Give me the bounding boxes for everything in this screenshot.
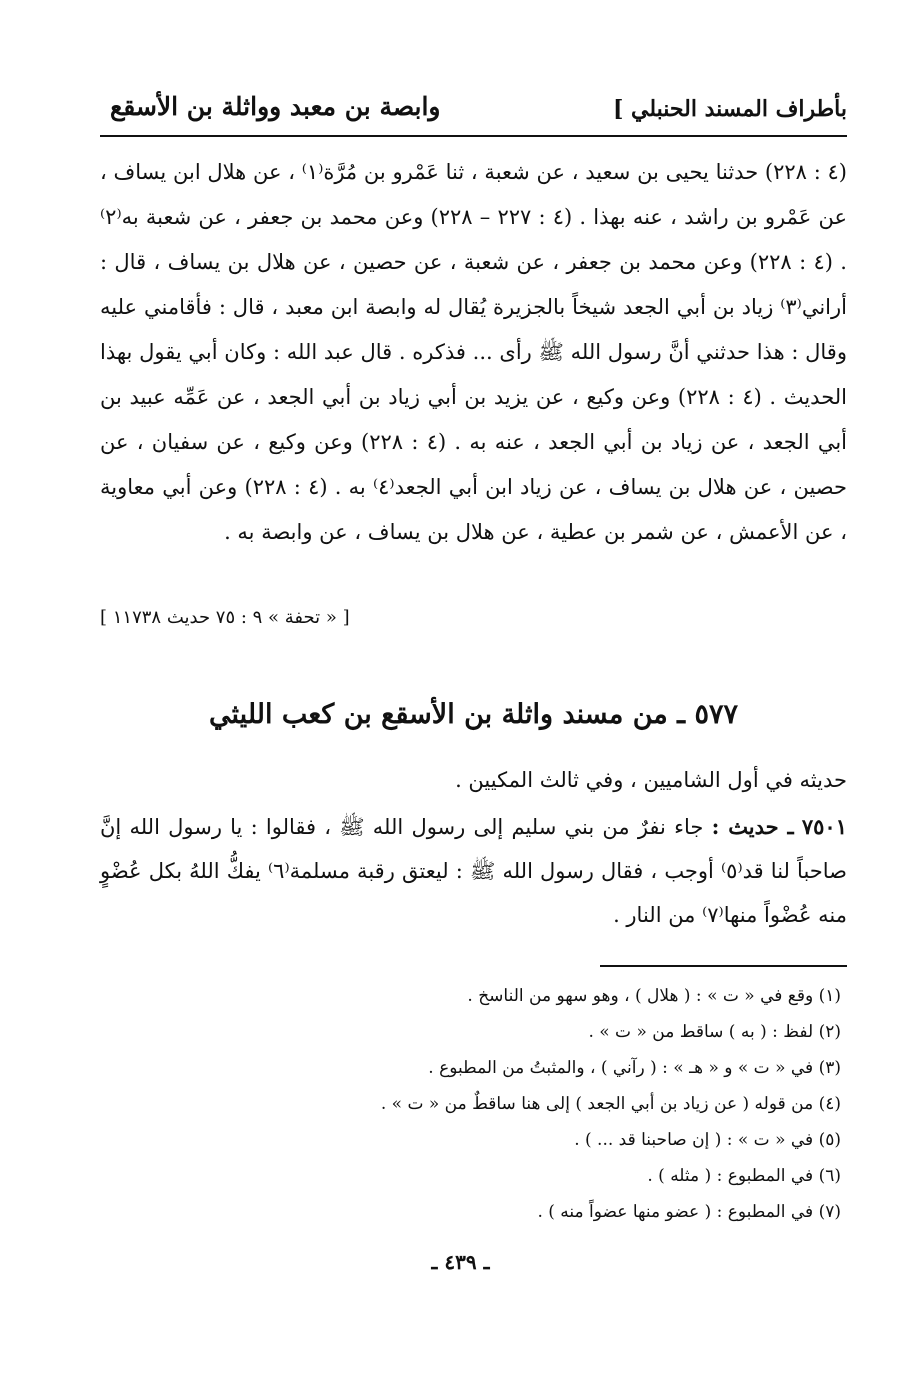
header-divider bbox=[100, 135, 847, 137]
header-book-title: بأطراف المسند الحنبلي ] bbox=[612, 96, 847, 122]
running-header bbox=[100, 90, 847, 130]
footnote: (٢) لفظ : ( به ) ساقط من « ت » . bbox=[588, 1022, 841, 1042]
main-text bbox=[100, 150, 847, 555]
section-heading: ٥٧٧ ـ من مسند واثلة بن الأسقع بن كعب الليثي bbox=[209, 699, 738, 730]
hadith-text: جاء نفرٌ من بني سليم إلى رسول الله ﷺ ، فقالوا : يا رسول الله إنَّ صاحباً لنا قد⁽٥⁾ أوجب ، فقال رسول الله ﷺ : ليعتق رقبة مسلمة⁽٦⁾ يفكُّ اللهُ بكل عُضْوٍ منه عُضْواً منها⁽٧⁾ من النار . bbox=[100, 815, 847, 927]
footnote: (٣) في « ت » و « هـ » : ( رآني ) ، والمثبتُ من المطبوع . bbox=[428, 1058, 841, 1078]
header-section-title: وابصة بن معبد وواثلة بن الأسقع bbox=[110, 92, 441, 121]
section-intro: حديثه في أول الشاميين ، وفي ثالث المكيين . bbox=[455, 768, 847, 792]
footnote-divider bbox=[600, 965, 847, 967]
footnote: (٥) في « ت » : ( إن صاحبنا قد ... ) . bbox=[574, 1130, 841, 1150]
page-number: ـ ٤٣٩ ـ bbox=[431, 1250, 490, 1274]
footnote: (٧) في المطبوع : ( عضو منها عضواً منه ) . bbox=[537, 1202, 841, 1222]
body-paragraph: (٤ : ٢٢٨) حدثنا يحيى بن سعيد ، عن شعبة ، ثنا عَمْرو بن مُرَّة⁽١⁾ ، عن هلال ابن يساف ، عن عَمْرو بن راشد ، عنه بهذا . (٤ : ٢٢٧ – ٢٢٨) وعن محمد بن جعفر ، عن شعبة به⁽٢⁾ . (٤ : ٢٢٨) وعن محمد بن جعفر ، عن شعبة ، عن حصين ، عن هلال بن يساف ، قال : أراني⁽٣⁾ زياد بن أبي الجعد شيخاً بالجزيرة يُقال له وابصة ابن معبد ، قال : فأقامني عليه وقال : هذا حدثني أنَّ رسول الله ﷺ رأى ... فذكره . قال عبد الله : وكان أبي يقول بهذا الحديث . (٤ : ٢٢٨) وعن وكيع ، عن يزيد بن أبي زياد بن أبي الجعد ، عن عَمِّه عبيد بن أبي الجعد ، عن زياد بن أبي الجعد ، عنه به . (٤ : ٢٢٨) وعن وكيع ، عن سفيان ، عن حصين ، عن هلال بن يساف ، عن زياد ابن أبي الجعد⁽٤⁾ به . (٤ : ٢٢٨) وعن أبي معاوية ، عن الأعمش ، عن شمر بن عطية ، عن هلال بن يساف ، عن وابصة به . bbox=[100, 160, 847, 544]
tuhfa-reference-text: [ « تحفة » ٩ : ٧٥ حديث ١١٧٣٨ ] bbox=[100, 607, 350, 628]
hadith-number: ٧٥٠١ bbox=[801, 814, 847, 839]
footnote: (١) وقع في « ت » : ( هلال ) ، وهو سهو من الناسخ . bbox=[467, 986, 841, 1006]
footnote: (٦) في المطبوع : ( مثله ) . bbox=[647, 1166, 841, 1186]
footnote: (٤) من قوله ( عن زياد بن أبي الجعد ) إلى هنا ساقطٌ من « ت » . bbox=[380, 1094, 841, 1114]
footnotes bbox=[100, 978, 847, 1230]
tuhfa-reference bbox=[100, 598, 847, 638]
hadith-entry bbox=[100, 805, 847, 937]
hadith-label: ـ حديث : bbox=[711, 814, 794, 839]
